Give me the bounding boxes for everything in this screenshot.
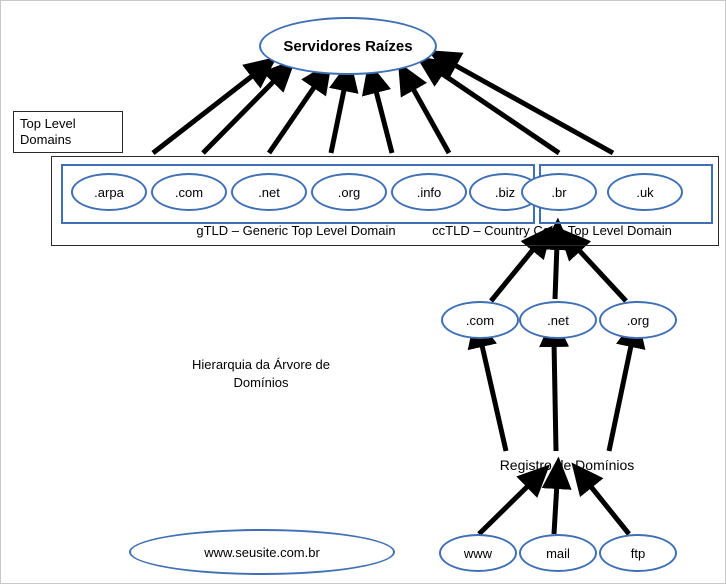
node-cctld-br-label: .br <box>551 184 567 200</box>
node-tld-biz-label: .biz <box>494 184 516 200</box>
node-tld-arpa[interactable] <box>71 173 147 211</box>
node-host-mail-label: mail <box>546 545 570 561</box>
top-level-domains-label-box <box>13 111 123 153</box>
node-root-servers-label: Servidores Raízes <box>283 37 413 55</box>
node-host-ftp[interactable] <box>599 534 677 572</box>
node-tld-org[interactable] <box>311 173 387 211</box>
top-level-domains-line2: Domains <box>20 132 72 147</box>
registry-label: Registro de Domínios <box>499 457 635 473</box>
node-tld-info-label: .info <box>416 184 442 200</box>
arrow-layer <box>1 1 726 584</box>
diagram-center-caption <box>141 356 381 392</box>
node-second-level-com[interactable] <box>441 301 519 339</box>
node-tld-com-label: .com <box>174 184 204 200</box>
gtld-caption: gTLD – Generic Top Level Domain <box>196 223 396 238</box>
node-second-level-com-label: .com <box>465 312 495 328</box>
node-tld-arpa-label: .arpa <box>94 184 124 200</box>
node-site-domain-label: www.seusite.com.br <box>204 544 320 560</box>
node-host-www-label: www <box>463 545 493 561</box>
node-second-level-org[interactable] <box>599 301 677 339</box>
node-site-domain[interactable] <box>129 529 395 575</box>
node-second-level-org-label: .org <box>626 312 650 328</box>
cctld-caption: ccTLD – Country Code Top Level Domain <box>432 223 672 238</box>
node-cctld-uk[interactable] <box>607 173 683 211</box>
node-host-www[interactable] <box>439 534 517 572</box>
node-host-mail[interactable] <box>519 534 597 572</box>
diagram-center-caption-line1: Hierarquia da Árvore de <box>191 357 331 372</box>
node-cctld-br[interactable] <box>521 173 597 211</box>
node-tld-org-label: .org <box>337 184 361 200</box>
node-second-level-net[interactable] <box>519 301 597 339</box>
node-tld-info[interactable] <box>391 173 467 211</box>
node-cctld-uk-label: .uk <box>636 184 654 200</box>
node-tld-com[interactable] <box>151 173 227 211</box>
node-tld-net-label: .net <box>258 184 280 200</box>
node-root-servers[interactable] <box>259 17 437 75</box>
diagram-center-caption-line2: Domínios <box>233 375 289 391</box>
top-level-domains-line1: Top Level <box>20 115 76 131</box>
node-tld-net[interactable] <box>231 173 307 211</box>
node-host-ftp-label: ftp <box>630 545 646 561</box>
node-second-level-net-label: .net <box>547 312 569 328</box>
